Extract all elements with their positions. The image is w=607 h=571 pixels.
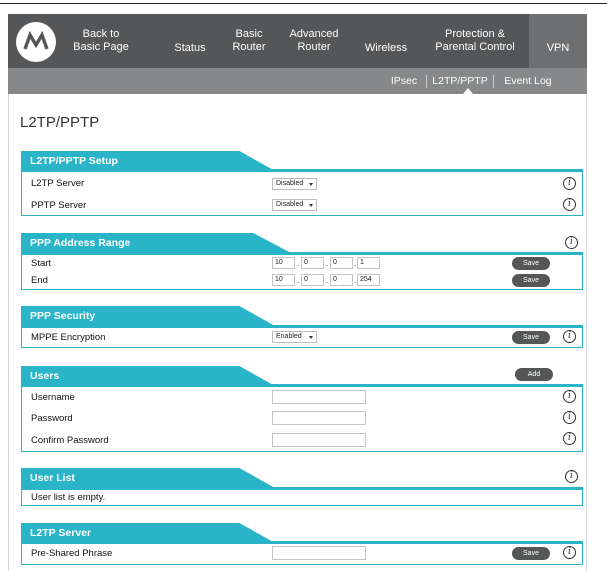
octet-dot: . [326, 259, 329, 268]
start-octet-4[interactable]: 1 [357, 257, 380, 269]
username-label: Username [31, 392, 75, 403]
user-list-header: User List [21, 468, 275, 488]
nav-protection[interactable]: Protection & Parental Control [435, 28, 515, 53]
motorola-logo-icon [21, 27, 51, 57]
octet-dot: . [297, 259, 300, 268]
nav-wireless[interactable]: Wireless [364, 41, 408, 54]
l2tp-server-label: L2TP Server [31, 178, 85, 189]
password-label: Password [31, 413, 73, 424]
nav-status[interactable]: Status [174, 41, 206, 54]
subnav-divider [426, 75, 427, 88]
info-icon[interactable]: i [565, 236, 578, 249]
start-octet-3[interactable]: 0 [330, 257, 353, 269]
motorola-logo[interactable] [16, 22, 56, 62]
subnav-divider [493, 75, 494, 88]
user-list-box [21, 487, 583, 506]
user-list-empty-text: User list is empty. [31, 492, 106, 503]
end-octet-1[interactable]: 10 [272, 274, 295, 286]
l2tp-server-header: L2TP Server [21, 523, 275, 543]
confirm-password-label: Confirm Password [31, 435, 109, 446]
username-input[interactable] [272, 390, 366, 404]
main-nav [8, 14, 587, 68]
top-rule [0, 3, 607, 4]
info-icon[interactable]: i [563, 390, 576, 403]
nav-back-to-basic[interactable]: Back to Basic Page [73, 28, 129, 53]
octet-dot: . [354, 259, 357, 268]
sub-nav [8, 68, 587, 94]
info-icon[interactable]: i [563, 411, 576, 424]
add-user-button[interactable]: Add [515, 368, 553, 381]
octet-dot: . [326, 276, 329, 285]
page-title: L2TP/PPTP [20, 114, 100, 131]
pre-shared-phrase-label: Pre-Shared Phrase [31, 548, 113, 559]
end-save-button[interactable]: Save [512, 274, 550, 287]
tab-l2tp-pptp[interactable]: L2TP/PPTP [432, 75, 488, 87]
info-icon[interactable]: i [563, 432, 576, 445]
octet-dot: . [297, 276, 300, 285]
info-icon[interactable]: i [565, 470, 578, 483]
security-header: PPP Security [21, 306, 275, 326]
end-octet-2[interactable]: 0 [301, 274, 324, 286]
start-label: Start [31, 258, 52, 269]
info-icon[interactable]: i [563, 330, 576, 343]
octet-dot: . [354, 276, 357, 285]
nav-basic-router[interactable]: Basic Router [232, 28, 266, 53]
users-header: Users [21, 366, 275, 386]
setup-header: L2TP/PPTP Setup [21, 151, 275, 171]
nav-vpn[interactable]: VPN [529, 14, 587, 68]
start-octet-2[interactable]: 0 [301, 257, 324, 269]
confirm-password-input[interactable] [272, 433, 366, 447]
tab-ipsec[interactable]: IPsec [390, 75, 418, 87]
mppe-encryption-select[interactable]: Enabled [272, 331, 317, 343]
mppe-save-button[interactable]: Save [512, 331, 550, 344]
pptp-server-select[interactable]: Disabled [272, 199, 317, 211]
nav-advanced-router[interactable]: Advanced Router [289, 28, 339, 53]
l2tp-server-select[interactable]: Disabled [272, 178, 317, 190]
pre-shared-phrase-input[interactable] [272, 546, 366, 560]
start-save-button[interactable]: Save [512, 257, 550, 270]
password-input[interactable] [272, 411, 366, 425]
end-octet-4[interactable]: 254 [357, 274, 380, 286]
end-label: End [31, 275, 48, 286]
mppe-encryption-label: MPPE Encryption [31, 332, 106, 343]
info-icon[interactable]: i [563, 177, 576, 190]
start-octet-1[interactable]: 10 [272, 257, 295, 269]
range-header: PPP Address Range [21, 233, 291, 253]
pptp-server-label: PPTP Server [31, 200, 87, 211]
info-icon[interactable]: i [563, 546, 576, 559]
info-icon[interactable]: i [563, 198, 576, 211]
tab-event-log[interactable]: Event Log [504, 75, 552, 87]
end-octet-3[interactable]: 0 [330, 274, 353, 286]
pre-shared-save-button[interactable]: Save [512, 547, 550, 560]
